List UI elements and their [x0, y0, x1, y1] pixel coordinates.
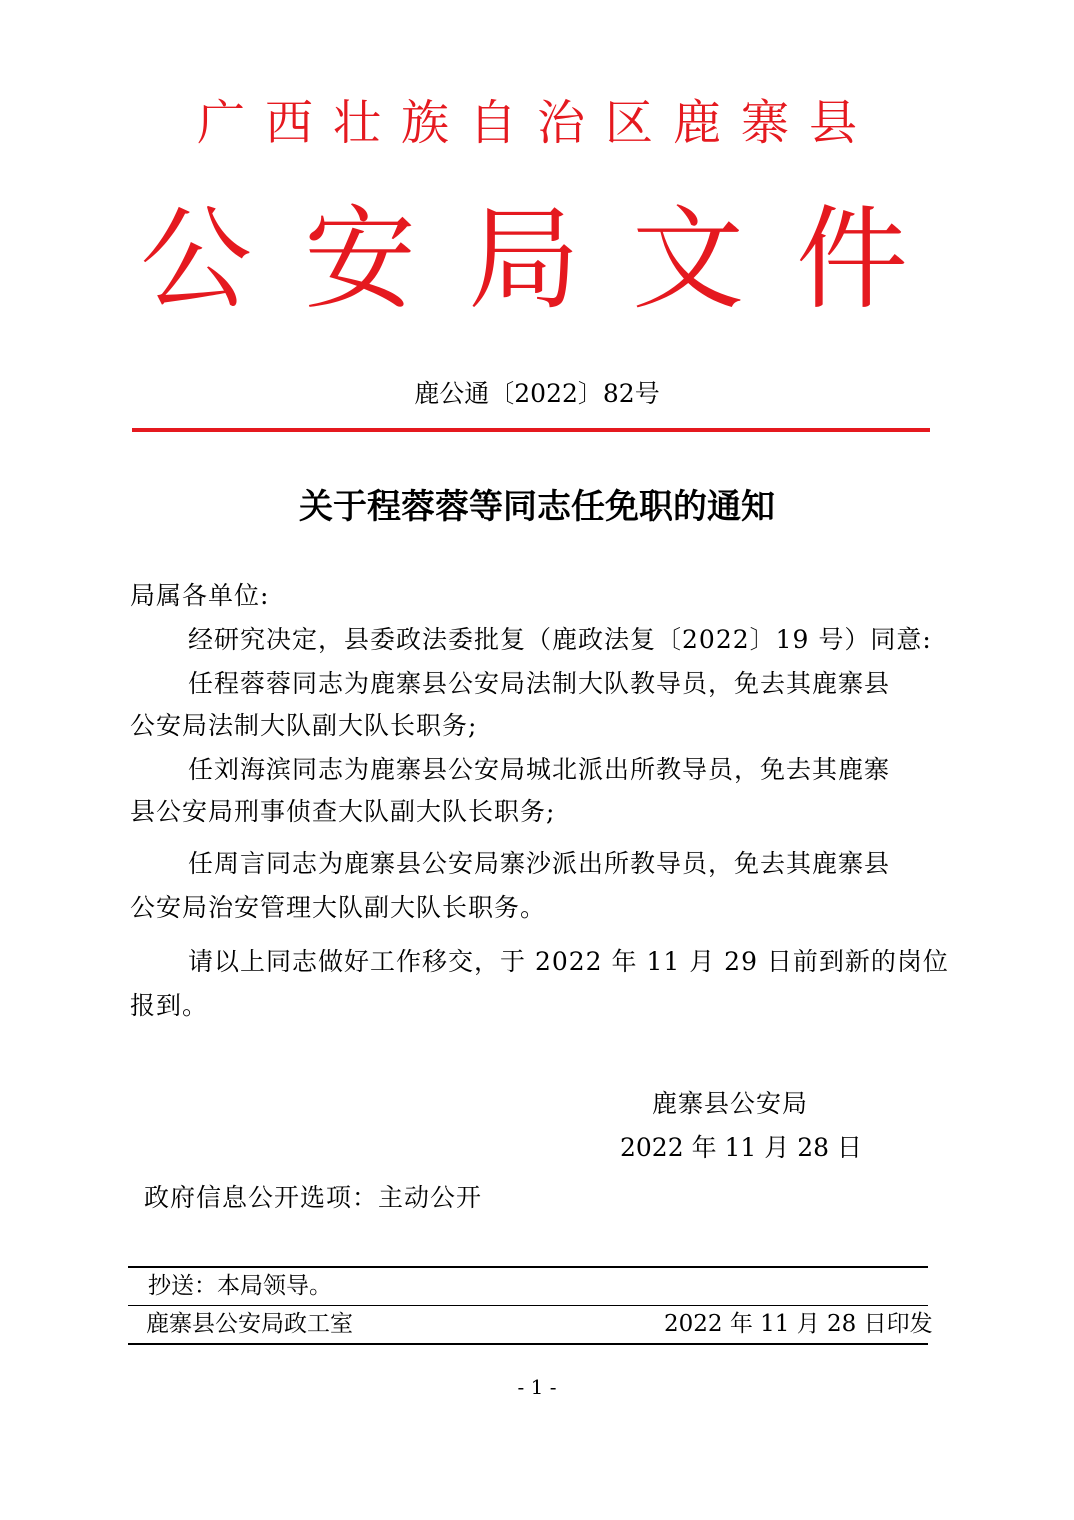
paragraph-4-line-2: 公安局治安管理大队副大队长职务。: [130, 893, 547, 922]
document-type-title: 公安局文件: [140, 195, 960, 325]
paragraph-3-line-1: 任刘海滨同志为鹿寨县公安局城北派出所教导员，免去其鹿寨: [188, 755, 891, 784]
paragraph-3-line-2: 县公安局刑事侦查大队副大队长职务;: [130, 797, 556, 826]
salutation: 局属各单位:: [130, 581, 270, 610]
cc-line: 抄送：本局领导。: [148, 1273, 332, 1299]
paragraph-1-line-1: 经研究决定，县委政法委批复（鹿政法复〔2022〕19 号）同意:: [188, 625, 932, 654]
disclosure-option: 政府信息公开选项：主动公开: [144, 1183, 483, 1212]
paragraph-5-line-1: 请以上同志做好工作移交，于 2022 年 11 月 29 日前到新的岗位: [188, 947, 949, 976]
paragraph-2-line-1: 任程蓉蓉同志为鹿寨县公安局法制大队教导员，免去其鹿寨县: [188, 669, 891, 698]
paragraph-4-line-1: 任周言同志为鹿寨县公安局寨沙派出所教导员，免去其鹿寨县: [188, 849, 891, 878]
issuing-office: 鹿寨县公安局政工室: [146, 1311, 353, 1337]
print-date: 2022 年 11 月 28 日印发: [664, 1311, 933, 1337]
issuing-organization: 广西壮族自治区鹿寨县: [196, 95, 877, 151]
signature-date: 2022 年 11 月 28 日: [620, 1133, 862, 1162]
notice-title: 关于程蓉蓉等同志任免职的通知: [299, 487, 775, 527]
red-separator-line: [132, 428, 930, 432]
paragraph-5-line-2: 报到。: [130, 991, 209, 1020]
page-number: - 1 -: [517, 1375, 557, 1399]
document-number: 鹿公通〔2022〕82号: [414, 379, 660, 408]
paragraph-2-line-2: 公安局法制大队副大队长职务;: [130, 711, 478, 740]
signature-organization: 鹿寨县公安局: [652, 1089, 809, 1118]
footer-bottom-rule: [128, 1343, 928, 1345]
